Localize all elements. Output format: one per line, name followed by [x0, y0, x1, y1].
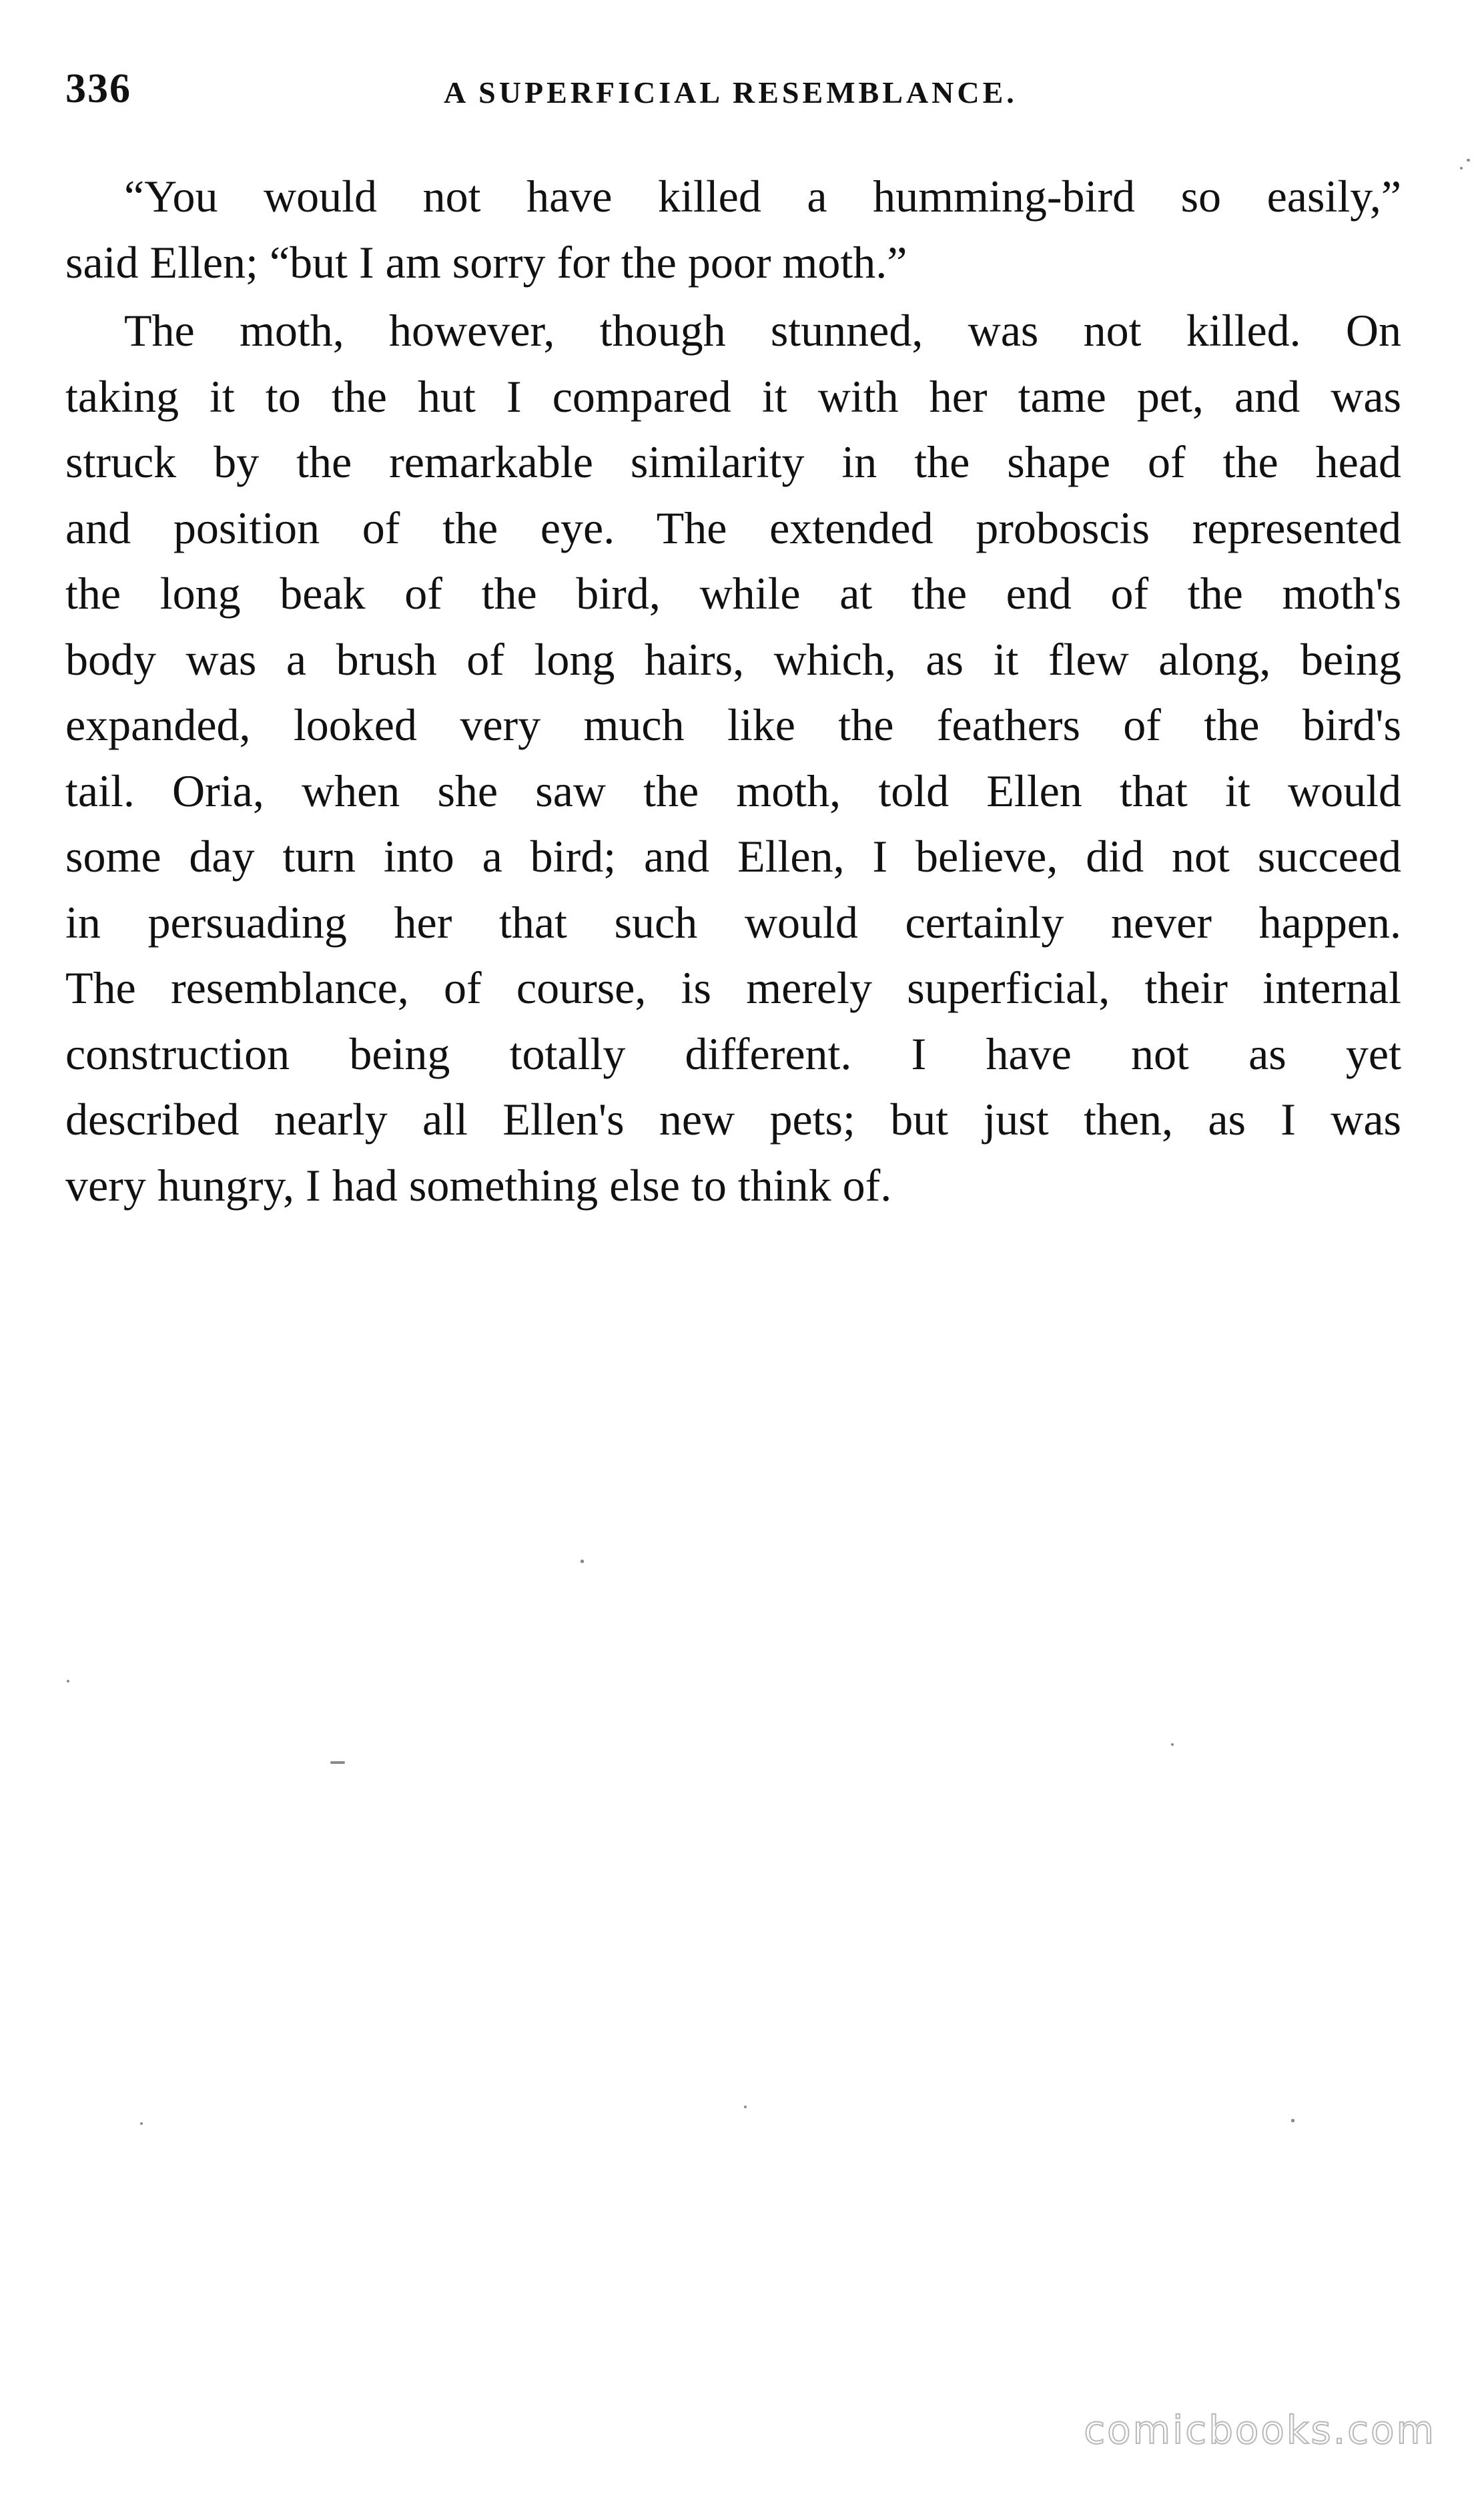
scan-speck: [581, 1560, 584, 1563]
scan-speck: [1171, 1743, 1174, 1746]
text-line: and position of the eye. The extended proboscis represented: [65, 502, 1401, 553]
scan-speck: [67, 1680, 69, 1682]
scan-speck: [330, 1761, 345, 1764]
page-number: 336: [65, 66, 131, 111]
running-head: A SUPERFICIAL RESEMBLANCE.: [444, 75, 1018, 109]
text-line: taking it to the hut I compared it with her tame pet, and was: [65, 370, 1401, 422]
text-line: described nearly all Ellen's new pets; but just then, as I was: [65, 1094, 1401, 1145]
text-line: some day turn into a bird; and Ellen, I believe, did not succeed: [65, 831, 1401, 882]
text-line: The moth, however, though stunned, was not killed. On: [124, 305, 1401, 356]
text-line: struck by the remarkable similarity in the shape of the head: [65, 436, 1401, 487]
paragraph: [65, 298, 1401, 1218]
text-line: tail. Oria, when she saw the moth, told Ellen that it would: [65, 765, 1401, 816]
text-line: said Ellen; “but I am sorry for the poor moth.”: [65, 236, 907, 288]
text-line: The resemblance, of course, is merely superficial, their internal: [65, 962, 1401, 1013]
text-line: body was a brush of long hairs, which, as it flew along, being: [65, 633, 1401, 685]
text-line: “You would not have killed a humming-bird so easily,”: [124, 171, 1401, 222]
scan-speck: [1291, 2119, 1294, 2122]
scan-speck: [1467, 159, 1470, 162]
text-line: the long beak of the bird, while at the end of the moth's: [65, 568, 1401, 619]
scan-speck: [140, 2122, 143, 2125]
text-line: very hungry, I had something else to think of.: [65, 1159, 892, 1211]
text-line: construction being totally different. I have not as yet: [65, 1028, 1401, 1079]
scan-speck: [1460, 167, 1463, 170]
watermark: comicbooks.com: [1084, 2407, 1436, 2453]
text-line: in persuading her that such would certainly never happen.: [65, 896, 1401, 948]
text-line: expanded, looked very much like the feathers of the bird's: [65, 699, 1401, 750]
paragraph: [65, 164, 1401, 295]
body-text: [65, 164, 1401, 1218]
scan-speck: [744, 2106, 747, 2108]
